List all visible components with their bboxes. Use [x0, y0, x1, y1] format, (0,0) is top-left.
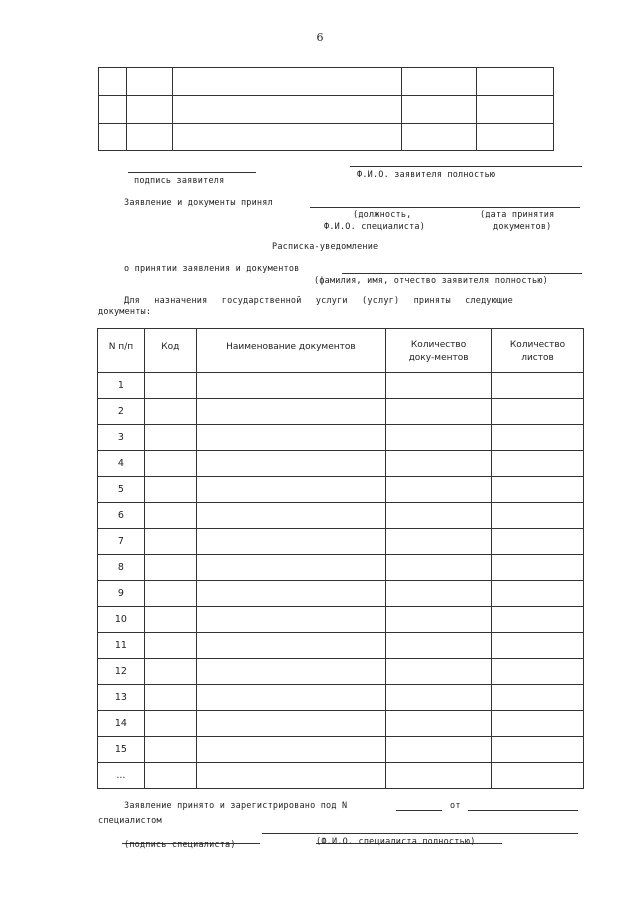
row-doc-count-cell	[386, 763, 492, 789]
applicant-name-caption: Ф.И.О. заявителя полностью	[357, 170, 496, 180]
specialist-line	[262, 833, 578, 834]
table-row	[98, 425, 584, 451]
row-doc-count-cell	[386, 737, 492, 763]
row-name-cell	[196, 503, 385, 529]
row-doc-count-cell	[386, 711, 492, 737]
applicant-name-line	[350, 166, 582, 167]
row-name-cell	[196, 607, 385, 633]
row-code-cell	[144, 477, 196, 503]
specialist-label: специалистом	[98, 816, 162, 826]
row-name-cell	[196, 685, 385, 711]
registered-number-line	[396, 810, 442, 811]
registered-text: Заявление принято и зарегистрировано под N	[124, 801, 348, 811]
table-row	[98, 763, 584, 789]
header-doc-count: Количество доку-ментов	[386, 329, 492, 373]
row-name-cell	[196, 737, 385, 763]
row-doc-count-cell	[386, 451, 492, 477]
row-code-cell	[144, 581, 196, 607]
row-sheet-count-cell	[492, 399, 584, 425]
table-row	[98, 529, 584, 555]
row-doc-count-cell	[386, 503, 492, 529]
accepted-text: Заявление и документы принял	[124, 198, 273, 208]
registered-from: от	[450, 801, 461, 811]
accepted-line	[310, 207, 580, 208]
accepted-caption-name: Ф.И.О. специалиста)	[324, 222, 426, 232]
row-code-cell	[144, 451, 196, 477]
row-doc-count-cell	[386, 555, 492, 581]
row-doc-count-cell	[386, 477, 492, 503]
top-table	[98, 67, 554, 151]
row-number: ...	[98, 763, 145, 789]
documents-table	[97, 328, 584, 789]
row-number: 11	[98, 633, 145, 659]
row-name-cell	[196, 711, 385, 737]
row-doc-count-cell	[386, 633, 492, 659]
row-sheet-count-cell	[492, 477, 584, 503]
specialist-name-caption: (Ф.И.О. специалиста полностью)	[316, 837, 476, 847]
row-code-cell	[144, 659, 196, 685]
row-sheet-count-cell	[492, 581, 584, 607]
row-code-cell	[144, 633, 196, 659]
row-number: 10	[98, 607, 145, 633]
row-sheet-count-cell	[492, 737, 584, 763]
row-name-cell	[196, 451, 385, 477]
row-name-cell	[196, 581, 385, 607]
row-code-cell	[144, 425, 196, 451]
table-row	[98, 737, 584, 763]
row-name-cell	[196, 399, 385, 425]
row-number: 15	[98, 737, 145, 763]
table-row	[98, 607, 584, 633]
row-name-cell	[196, 659, 385, 685]
receipt-caption: (фамилия, имя, отчество заявителя полностью)	[314, 276, 548, 286]
row-sheet-count-cell	[492, 711, 584, 737]
row-name-cell	[196, 633, 385, 659]
intro-line-1: Для назначения государственной услуги (услуг) приняты следующие	[124, 296, 513, 306]
row-code-cell	[144, 685, 196, 711]
row-sheet-count-cell	[492, 425, 584, 451]
row-code-cell	[144, 711, 196, 737]
table-row	[98, 451, 584, 477]
table-row	[98, 659, 584, 685]
table-header-row	[98, 329, 584, 373]
row-sheet-count-cell	[492, 451, 584, 477]
header-num: N п/п	[98, 329, 145, 373]
row-code-cell	[144, 763, 196, 789]
row-number: 5	[98, 477, 145, 503]
row-number: 14	[98, 711, 145, 737]
accepted-caption-position: (должность,	[353, 210, 412, 220]
row-name-cell	[196, 555, 385, 581]
row-number: 2	[98, 399, 145, 425]
row-doc-count-cell	[386, 659, 492, 685]
receipt-line	[342, 273, 582, 274]
row-name-cell	[196, 477, 385, 503]
row-sheet-count-cell	[492, 373, 584, 399]
row-sheet-count-cell	[492, 659, 584, 685]
row-name-cell	[196, 425, 385, 451]
table-row	[98, 373, 584, 399]
row-code-cell	[144, 399, 196, 425]
registered-date-line	[468, 810, 578, 811]
intro-line-2: документы:	[98, 307, 152, 317]
row-number: 13	[98, 685, 145, 711]
row-number: 4	[98, 451, 145, 477]
applicant-signature-line	[128, 172, 256, 173]
table-row	[98, 581, 584, 607]
table-row	[98, 477, 584, 503]
row-doc-count-cell	[386, 581, 492, 607]
row-doc-count-cell	[386, 685, 492, 711]
row-doc-count-cell	[386, 529, 492, 555]
row-code-cell	[144, 555, 196, 581]
row-sheet-count-cell	[492, 555, 584, 581]
row-number: 3	[98, 425, 145, 451]
header-code: Код	[144, 329, 196, 373]
receipt-line-text: о принятии заявления и документов	[124, 264, 300, 274]
table-row	[98, 685, 584, 711]
row-code-cell	[144, 503, 196, 529]
header-doc-name: Наименование документов	[196, 329, 385, 373]
row-doc-count-cell	[386, 373, 492, 399]
row-code-cell	[144, 529, 196, 555]
row-code-cell	[144, 737, 196, 763]
row-number: 6	[98, 503, 145, 529]
accepted-caption-date-1: (дата принятия	[480, 210, 555, 220]
row-code-cell	[144, 373, 196, 399]
row-name-cell	[196, 763, 385, 789]
row-number: 9	[98, 581, 145, 607]
applicant-signature-caption: подпись заявителя	[134, 176, 225, 186]
row-sheet-count-cell	[492, 633, 584, 659]
table-row	[98, 633, 584, 659]
row-number: 12	[98, 659, 145, 685]
row-sheet-count-cell	[492, 607, 584, 633]
row-code-cell	[144, 607, 196, 633]
row-number: 8	[98, 555, 145, 581]
row-sheet-count-cell	[492, 529, 584, 555]
page-number: 6	[316, 31, 324, 44]
row-sheet-count-cell	[492, 685, 584, 711]
row-doc-count-cell	[386, 425, 492, 451]
row-doc-count-cell	[386, 607, 492, 633]
row-name-cell	[196, 529, 385, 555]
table-row	[98, 503, 584, 529]
receipt-title: Расписка-уведомление	[272, 242, 379, 252]
row-name-cell	[196, 373, 385, 399]
row-number: 1	[98, 373, 145, 399]
table-row	[98, 711, 584, 737]
table-row	[98, 399, 584, 425]
specialist-signature-caption: (подпись специалиста)	[124, 840, 236, 850]
table-row	[98, 555, 584, 581]
row-doc-count-cell	[386, 399, 492, 425]
row-number: 7	[98, 529, 145, 555]
accepted-caption-date-2: документов)	[493, 222, 552, 232]
header-sheet-count: Количество листов	[492, 329, 584, 373]
row-sheet-count-cell	[492, 763, 584, 789]
row-sheet-count-cell	[492, 503, 584, 529]
